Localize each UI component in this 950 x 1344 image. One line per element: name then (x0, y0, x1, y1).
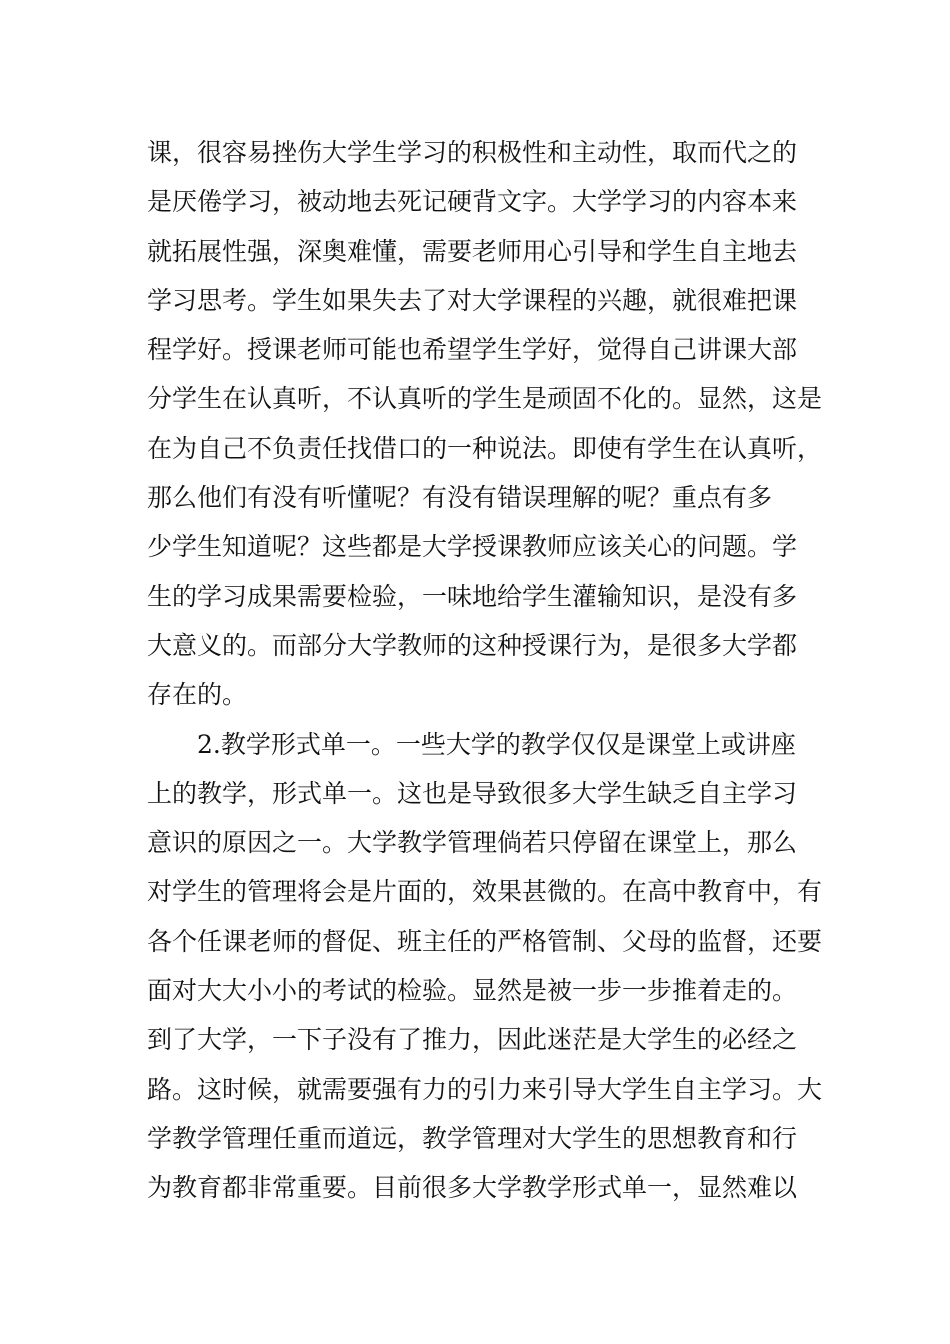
text-line: 为教育都非常重要。目前很多大学教学形式单一，显然难以 (147, 1173, 798, 1203)
text-line: 到了大学，一下子没有了推力，因此迷茫是大学生的必经之 (147, 1025, 798, 1055)
text-line: 程学好。授课老师可能也希望学生学好，觉得自己讲课大部 (147, 335, 798, 365)
text-line: 课，很容易挫伤大学生学习的积极性和主动性，取而代之的 (147, 138, 798, 167)
text-line: 生的学习成果需要检验，一味地给学生灌输知识，是没有多 (147, 581, 798, 611)
text-line: 路。这时候，就需要强有力的引力来引导大学生自主学习。大 (147, 1074, 823, 1104)
text-line: 在为自己不负责任找借口的一种说法。即使有学生在认真听， (147, 433, 823, 463)
text-line: 那么他们有没有听懂呢？有没有错误理解的呢？重点有多 (147, 483, 773, 513)
text-line: 是厌倦学习，被动地去死记硬背文字。大学学习的内容本来 (147, 187, 798, 217)
text-line: 对学生的管理将会是片面的，效果甚微的。在高中教育中，有 (147, 877, 823, 907)
text-line: 面对大大小小的考试的检验。显然是被一步一步推着走的。 (147, 976, 798, 1006)
text-line: 少学生知道呢？这些都是大学授课教师应该关心的问题。学 (147, 532, 798, 562)
text-line: 就拓展性强，深奥难懂，需要老师用心引导和学生自主地去 (147, 236, 798, 266)
text-line: 分学生在认真听，不认真听的学生是顽固不化的。显然，这是 (147, 384, 823, 414)
text-line: 上的教学，形式单一。这也是导致很多大学生缺乏自主学习 (147, 778, 798, 808)
text-line: 意识的原因之一。大学教学管理倘若只停留在课堂上，那么 (147, 828, 798, 858)
text-line: 大意义的。而部分大学教师的这种授课行为，是很多大学都 (147, 630, 798, 660)
paragraph-heading-line: 2.教学形式单一。一些大学的教学仅仅是课堂上或讲座 (197, 729, 796, 759)
body-text (147, 128, 827, 1213)
text-line: 存在的。 (147, 680, 248, 710)
text-line: 学教学管理任重而道远，教学管理对大学生的思想教育和行 (147, 1123, 798, 1153)
text-line: 学习思考。学生如果失去了对大学课程的兴趣，就很难把课 (147, 285, 798, 315)
text-line: 各个任课老师的督促、班主任的严格管制、父母的监督，还要 (147, 926, 823, 956)
